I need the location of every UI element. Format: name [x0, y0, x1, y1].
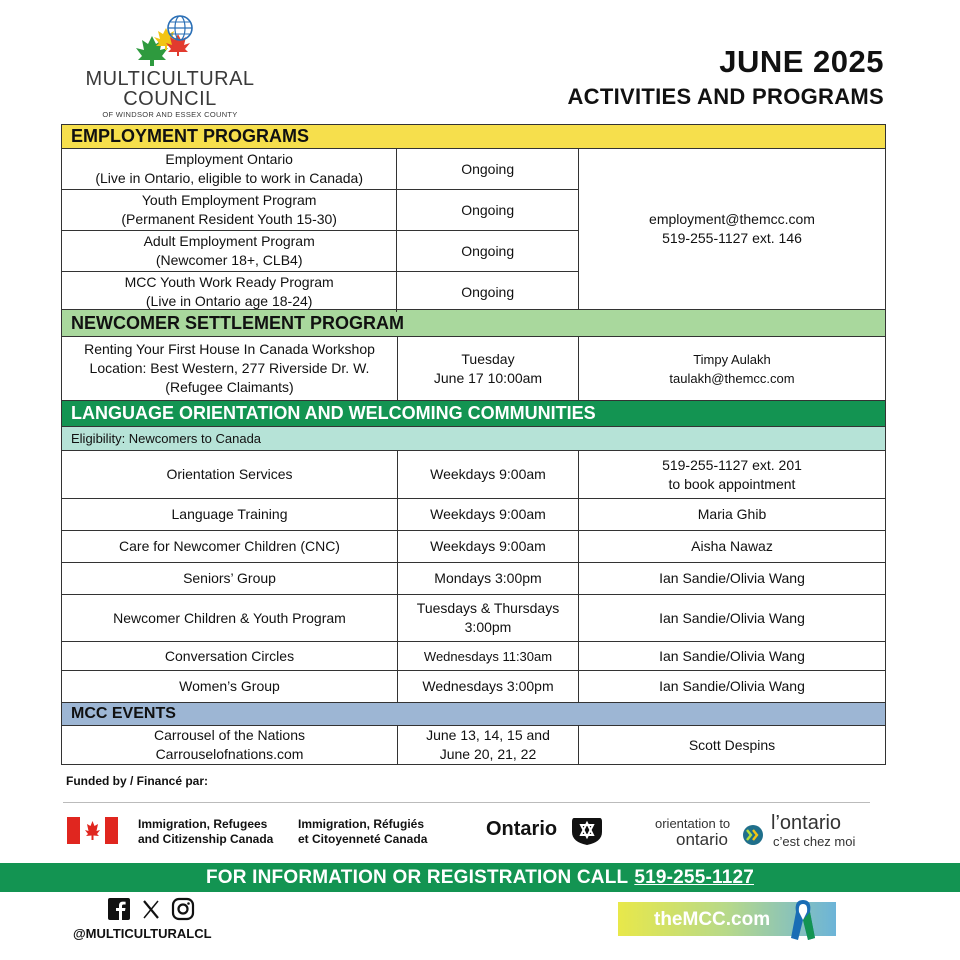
schedule-cell: Wednesdays 11:30am — [398, 642, 579, 670]
ircc-french: Immigration, Réfugiés et Citoyenneté Canada — [298, 817, 428, 846]
eligibility-bar — [61, 426, 886, 450]
employment-contact-cell — [579, 149, 885, 309]
registration-banner — [0, 863, 960, 892]
lontario-line2: c’est chez moi — [773, 834, 856, 849]
logo-line3: OF WINDSOR AND ESSEX COUNTY — [102, 110, 238, 119]
table-row — [62, 231, 578, 272]
table-row — [61, 562, 886, 594]
schedule-cell: Mondays 3:00pm — [398, 563, 579, 594]
logo-line2: COUNCIL — [123, 88, 217, 110]
employment-block — [61, 148, 886, 309]
website-link[interactable]: theMCC.com — [654, 909, 771, 930]
contact-cell: Ian Sandie/Olivia Wang — [659, 609, 805, 626]
website-badge[interactable] — [618, 902, 836, 936]
table-row — [61, 530, 886, 562]
schedule-cell: Tuesdays & Thursdays 3:00pm — [398, 595, 579, 641]
funded-by-label: Funded by / Financé par: — [66, 774, 209, 788]
program-cell: Youth Employment Program (Permanent Resident Youth 15-30) — [62, 190, 397, 230]
schedule-cell: Weekdays 9:00am — [398, 499, 579, 530]
table-row — [61, 498, 886, 530]
employment-rows — [62, 149, 579, 309]
employment-heading — [61, 124, 886, 148]
employment-phone: 519-255-1127 ext. 146 — [662, 230, 802, 246]
schedule-cell: Weekdays 9:00am — [398, 531, 579, 562]
x-icon[interactable] — [140, 898, 162, 920]
program-cell: Women’s Group — [62, 671, 398, 702]
events-heading — [61, 702, 886, 725]
mcc-logo — [70, 12, 270, 124]
settlement-heading — [61, 309, 886, 336]
table-row — [61, 670, 886, 702]
oto-line1: orientation to — [655, 816, 731, 831]
contact-cell: Ian Sandie/Olivia Wang — [659, 678, 805, 694]
table-row — [62, 149, 578, 190]
events-link[interactable]: Carrouselofnations.com — [155, 746, 304, 762]
language-heading-text: LANGUAGE ORIENTATION AND WELCOMING COMMUNITIES — [71, 403, 596, 423]
banner-text: FOR INFORMATION OR REGISTRATION CALL — [205, 866, 629, 888]
globe-icon — [168, 16, 192, 40]
social-handle: @MULTICULTURALCL — [73, 926, 212, 941]
language-heading — [61, 400, 886, 426]
lontario-line1: l’ontario — [771, 812, 842, 834]
logo-line1: MULTICULTURAL — [85, 68, 255, 90]
program-cell: Adult Employment Program (Newcomer 18+, CLB4) — [62, 231, 397, 271]
maple-leaf-icon — [70, 12, 270, 72]
ontario-wordmark: Ontario — [486, 818, 558, 840]
ircc-english: Immigration, Refugees and Citizenship Canada — [138, 817, 274, 846]
program-cell: MCC Youth Work Ready Program (Live in Ontario age 18-24) — [62, 272, 397, 312]
employment-email[interactable]: employment@themcc.com — [649, 211, 815, 227]
eligibility-text: Eligibility: Newcomers to Canada — [71, 431, 262, 446]
program-cell: Conversation Circles — [62, 642, 398, 670]
contact-cell: Ian Sandie/Olivia Wang — [659, 647, 805, 664]
divider — [63, 802, 870, 803]
contact-cell: Aisha Nawaz — [691, 538, 773, 554]
program-cell: Newcomer Children & Youth Program — [62, 595, 398, 641]
schedule-cell: Ongoing — [461, 160, 515, 177]
schedule-cell: Ongoing — [461, 242, 515, 259]
contact-cell: Scott Despins — [688, 736, 776, 753]
chevrons-icon — [740, 825, 766, 845]
program-cell: Seniors’ Group — [62, 563, 398, 594]
page-title: JUNE 2025 — [719, 44, 884, 79]
schedule-cell: June 13, 14, 15 and June 20, 21, 22 — [398, 726, 579, 764]
contact-cell: 519-255-1127 ext. 201 to book appointment — [662, 456, 802, 492]
program-cell: Carrousel of the Nations Carrouselofnations.com — [62, 726, 398, 764]
schedule-cell: Weekdays 9:00am — [398, 451, 579, 498]
facebook-icon[interactable] — [108, 898, 130, 920]
schedule-cell: Tuesday June 17 10:00am — [398, 337, 579, 400]
contact-cell: Ian Sandie/Olivia Wang — [659, 570, 805, 586]
program-cell: Renting Your First House In Canada Workshop Location: Best Western, 277 Riverside Dr. W. (Refugee Claimants) — [62, 337, 398, 400]
table-row — [61, 725, 886, 765]
canada-flag-icon — [67, 817, 118, 844]
settlement-email[interactable]: taulakh@themcc.com — [669, 370, 795, 386]
contact-cell: Timpy Aulakh taulakh@themcc.com — [669, 351, 795, 386]
schedule-cell: Wednesdays 3:00pm — [398, 671, 579, 702]
events-heading-text: MCC EVENTS — [71, 705, 176, 722]
schedule-cell: Ongoing — [461, 201, 515, 218]
employment-heading-text: EMPLOYMENT PROGRAMS — [71, 126, 310, 146]
program-cell: Orientation Services — [62, 451, 398, 498]
table-row — [61, 336, 886, 400]
contact-cell: Maria Ghib — [697, 506, 767, 522]
oto-line2: ontario — [676, 830, 728, 849]
table-row — [62, 272, 578, 312]
ribbon-icon — [788, 896, 818, 944]
table-row — [61, 641, 886, 670]
table-row — [61, 594, 886, 641]
table-row — [61, 450, 886, 498]
page-subtitle: ACTIVITIES AND PROGRAMS — [567, 84, 884, 109]
instagram-icon[interactable] — [171, 897, 195, 921]
settlement-heading-text: NEWCOMER SETTLEMENT PROGRAM — [71, 312, 404, 333]
schedule-cell: Ongoing — [461, 283, 515, 300]
table-row — [62, 190, 578, 231]
program-cell: Care for Newcomer Children (CNC) — [62, 531, 398, 562]
program-cell: Language Training — [62, 499, 398, 530]
programs-table — [61, 124, 886, 765]
banner-phone-link[interactable]: 519-255-1127 — [634, 866, 755, 888]
program-cell: Employment Ontario (Live in Ontario, eligible to work in Canada) — [62, 149, 397, 189]
ontario-trillium-icon — [571, 816, 603, 846]
